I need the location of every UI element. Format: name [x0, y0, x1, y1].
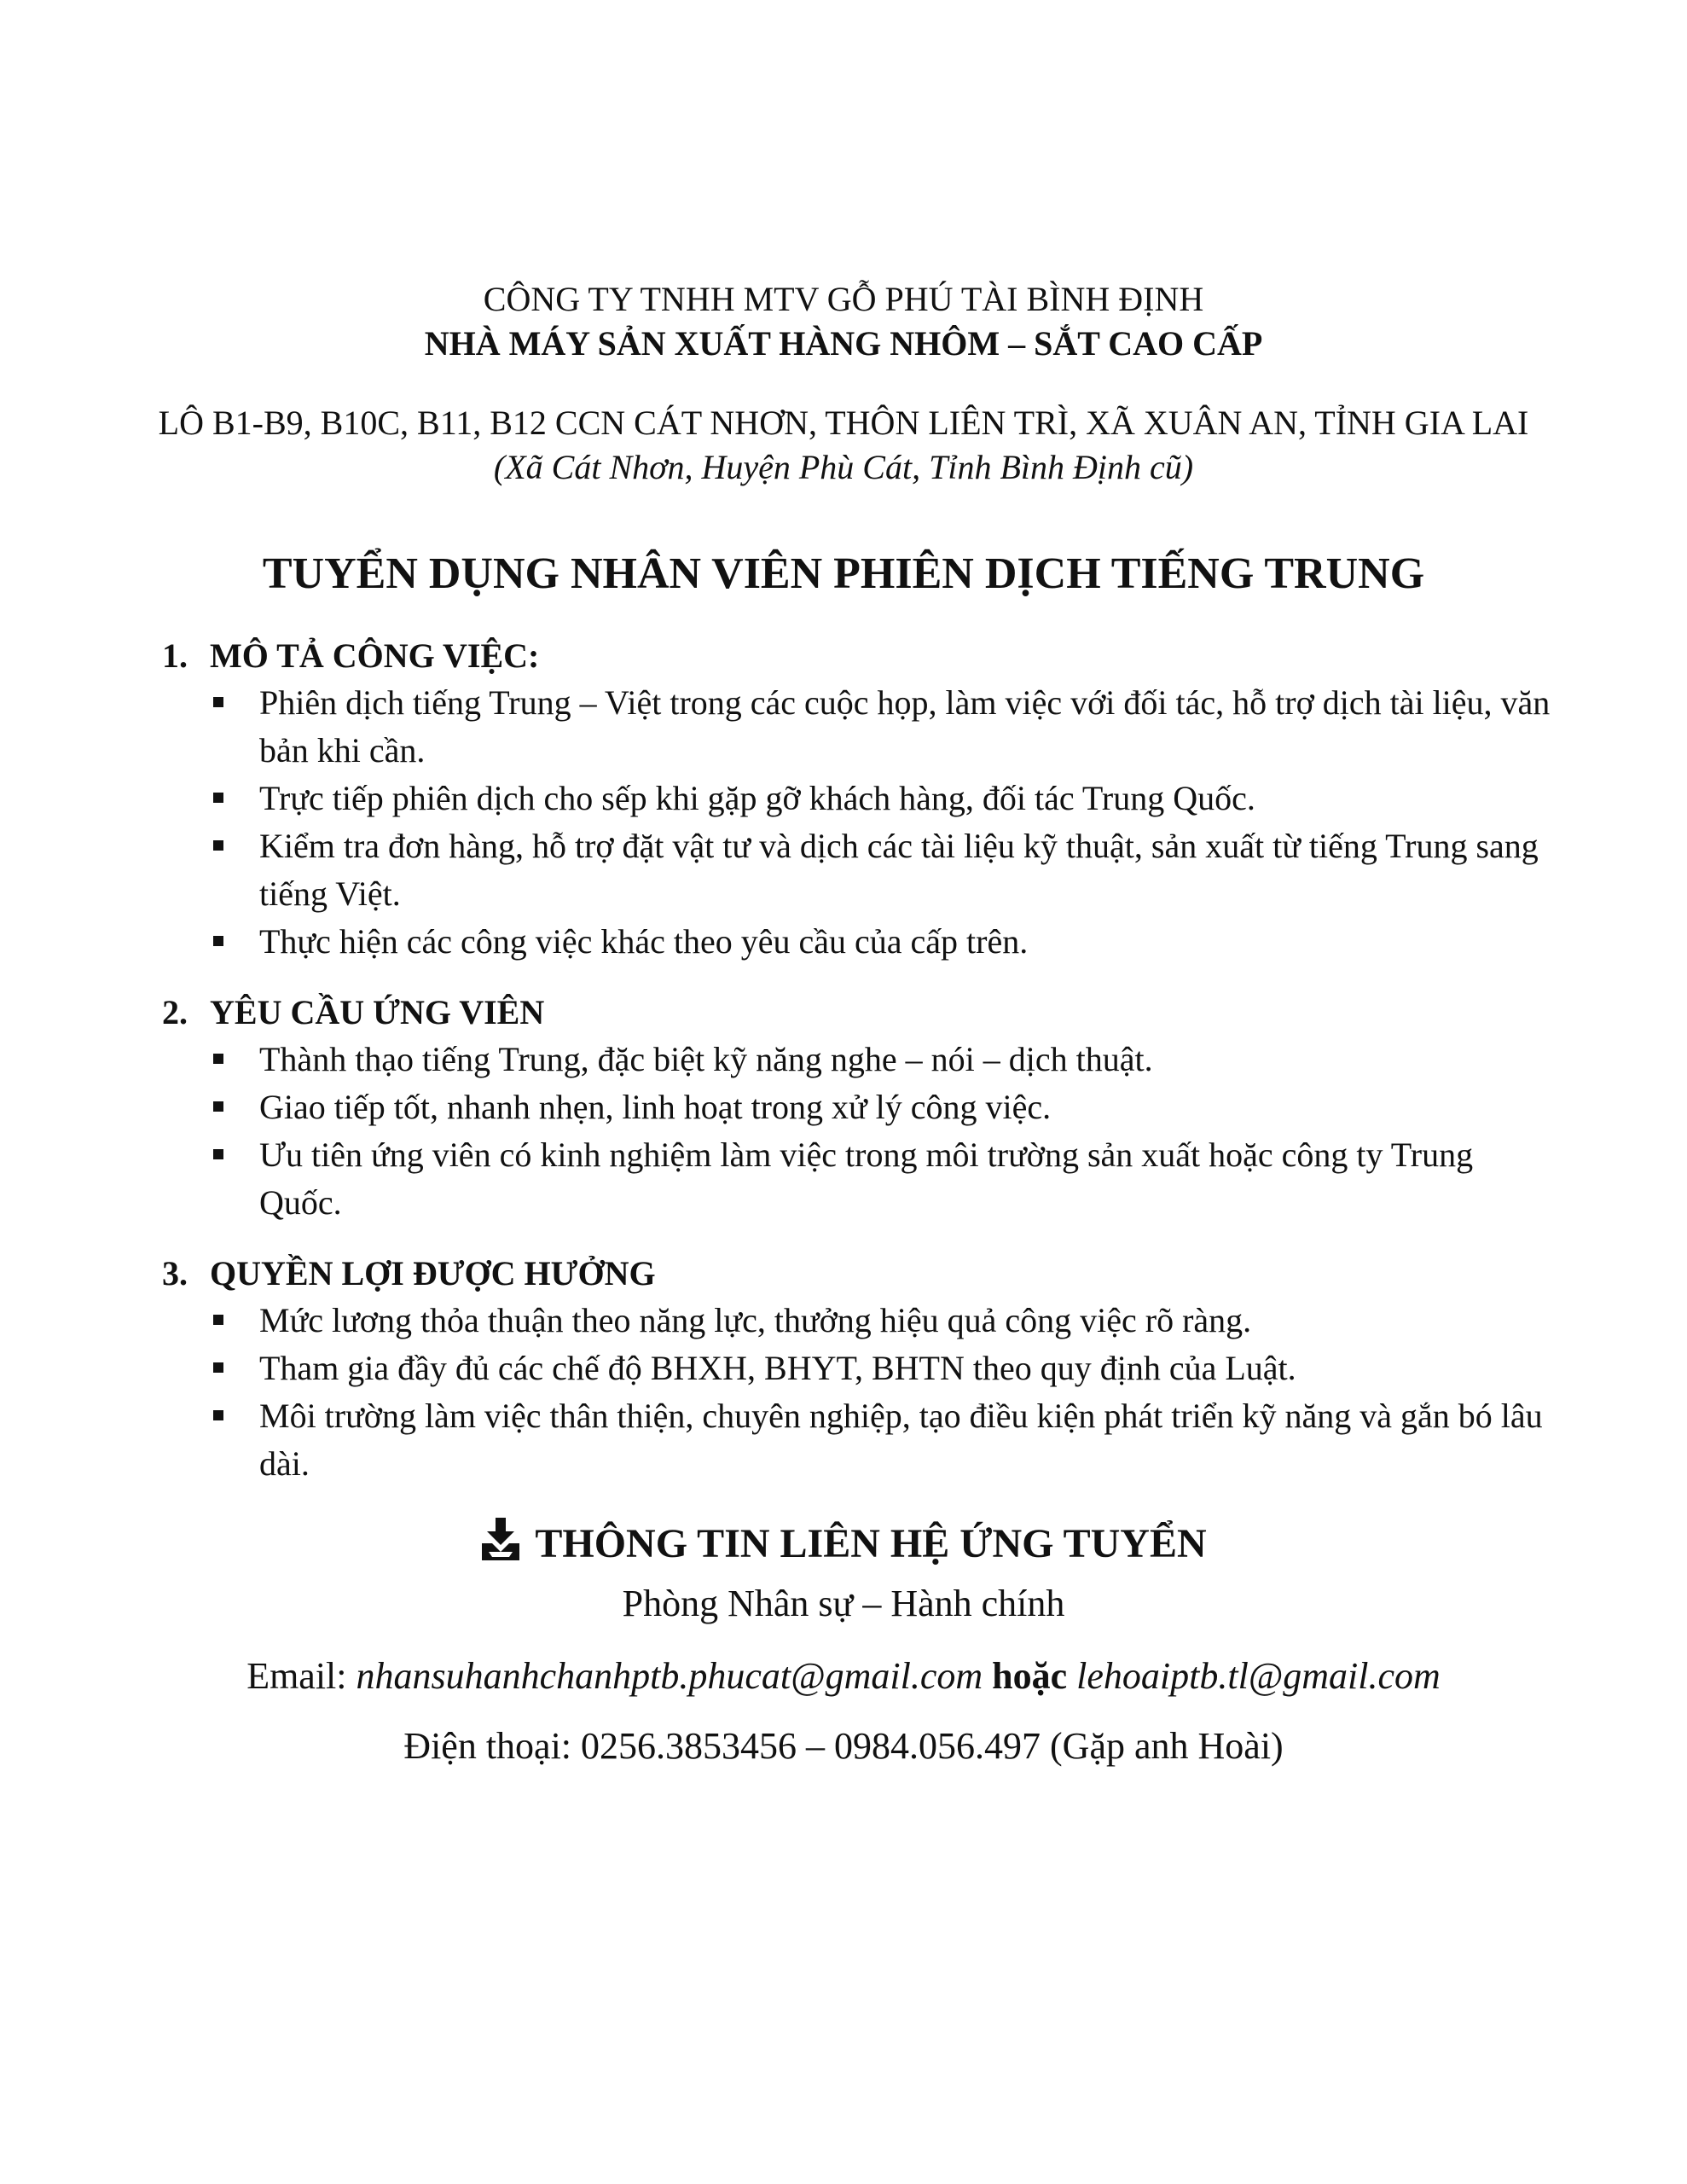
list-item-text: Tham gia đầy đủ các chế độ BHXH, BHYT, BHTN theo quy định của Luật. [259, 1349, 1296, 1387]
phone-numbers[interactable]: 0256.3853456 – 0984.056.497 [581, 1725, 1041, 1767]
square-bullet-icon [213, 1101, 223, 1112]
section-heading [162, 990, 1561, 1036]
section-heading [162, 1251, 1561, 1297]
email-label: Email: [246, 1655, 347, 1697]
square-bullet-icon [213, 840, 223, 851]
section-number: 2. [162, 993, 188, 1031]
contact-department: Phòng Nhân sự – Hành chính [622, 1583, 1065, 1624]
company-address-old: (Xã Cát Nhơn, Huyện Phù Cát, Tỉnh Bình Định cũ) [493, 448, 1194, 486]
section-job-description [162, 633, 1561, 966]
company-name: CÔNG TY TNHH MTV GỖ PHÚ TÀI BÌNH ĐỊNH [483, 280, 1204, 318]
square-bullet-icon [213, 697, 223, 707]
list-item [162, 1131, 1561, 1227]
section-number: 1. [162, 636, 188, 675]
section-title: MÔ TẢ CÔNG VIỆC: [210, 636, 540, 675]
factory-name: NHÀ MÁY SẢN XUẤT HÀNG NHÔM – SẮT CAO CẤP [424, 324, 1263, 363]
list-item-text: Thực hiện các công việc khác theo yêu cầu của cấp trên. [259, 922, 1029, 961]
list-item-text: Ưu tiên ứng viên có kinh nghiệm làm việc trong môi trường sản xuất hoặc công ty Trung Quốc. [259, 1136, 1474, 1222]
list-item [162, 822, 1561, 918]
list-item [162, 679, 1561, 775]
section-candidate-requirements [162, 990, 1561, 1227]
square-bullet-icon [213, 793, 223, 803]
list-item [162, 918, 1561, 966]
list-item-text: Trực tiếp phiên dịch cho sếp khi gặp gỡ khách hàng, đối tác Trung Quốc. [259, 779, 1255, 817]
list-item-text: Kiểm tra đơn hàng, hỗ trợ đặt vật tư và dịch các tài liệu kỹ thuật, sản xuất từ tiếng Trung sang tiếng Việt. [259, 827, 1539, 913]
section-benefits [162, 1251, 1561, 1488]
section-list [162, 1036, 1561, 1227]
square-bullet-icon [213, 1410, 223, 1420]
list-item [162, 1297, 1561, 1345]
list-item [162, 1392, 1561, 1488]
contact-phone-line [0, 1721, 1687, 1772]
phone-note: (Gặp anh Hoài) [1050, 1725, 1284, 1767]
square-bullet-icon [213, 1054, 223, 1064]
square-bullet-icon [213, 1362, 223, 1373]
section-list [162, 1297, 1561, 1488]
contact-heading-text: THÔNG TIN LIÊN HỆ ỨNG TUYỂN [535, 1521, 1207, 1566]
section-title: YÊU CẦU ỨNG VIÊN [210, 993, 545, 1031]
square-bullet-icon [213, 1149, 223, 1159]
list-item [162, 1036, 1561, 1083]
list-item-text: Giao tiếp tốt, nhanh nhẹn, linh hoạt trong xử lý công việc. [259, 1088, 1052, 1126]
email-link-secondary[interactable]: lehoaiptb.tl@gmail.com [1076, 1655, 1441, 1697]
square-bullet-icon [213, 936, 223, 946]
page-title: TUYỂN DỤNG NHÂN VIÊN PHIÊN DỊCH TIẾNG TRUNG [262, 549, 1425, 598]
company-address: LÔ B1-B9, B10C, B11, B12 CCN CÁT NHƠN, THÔN LIÊN TRÌ, XÃ XUÂN AN, TỈNH GIA LAI [158, 404, 1529, 442]
list-item-text: Mức lương thỏa thuận theo năng lực, thưởng hiệu quả công việc rõ ràng. [259, 1301, 1252, 1339]
list-item-text: Thành thạo tiếng Trung, đặc biệt kỹ năng nghe – nói – dịch thuật. [259, 1040, 1153, 1078]
section-title: QUYỀN LỢI ĐƯỢC HƯỞNG [210, 1254, 656, 1292]
section-list [162, 679, 1561, 966]
list-item [162, 1083, 1561, 1131]
phone-label: Điện thoại: [403, 1725, 572, 1767]
square-bullet-icon [213, 1315, 223, 1325]
contact-email-line [0, 1651, 1687, 1702]
email-link-primary[interactable]: nhansuhanhchanhptb.phucat@gmail.com [356, 1655, 983, 1697]
section-heading [162, 633, 1561, 679]
section-number: 3. [162, 1254, 188, 1292]
list-item [162, 775, 1561, 822]
list-item [162, 1345, 1561, 1392]
email-separator: hoặc [992, 1655, 1068, 1697]
contact-heading [0, 1517, 1687, 1571]
inbox-tray-icon [480, 1518, 521, 1562]
list-item-text: Môi trường làm việc thân thiện, chuyên nghiệp, tạo điều kiện phát triển kỹ năng và gắn bó lâu dài. [259, 1397, 1543, 1483]
list-item-text: Phiên dịch tiếng Trung – Việt trong các cuộc họp, làm việc với đối tác, hỗ trợ dịch tài liệu, văn bản khi cần. [259, 683, 1551, 770]
